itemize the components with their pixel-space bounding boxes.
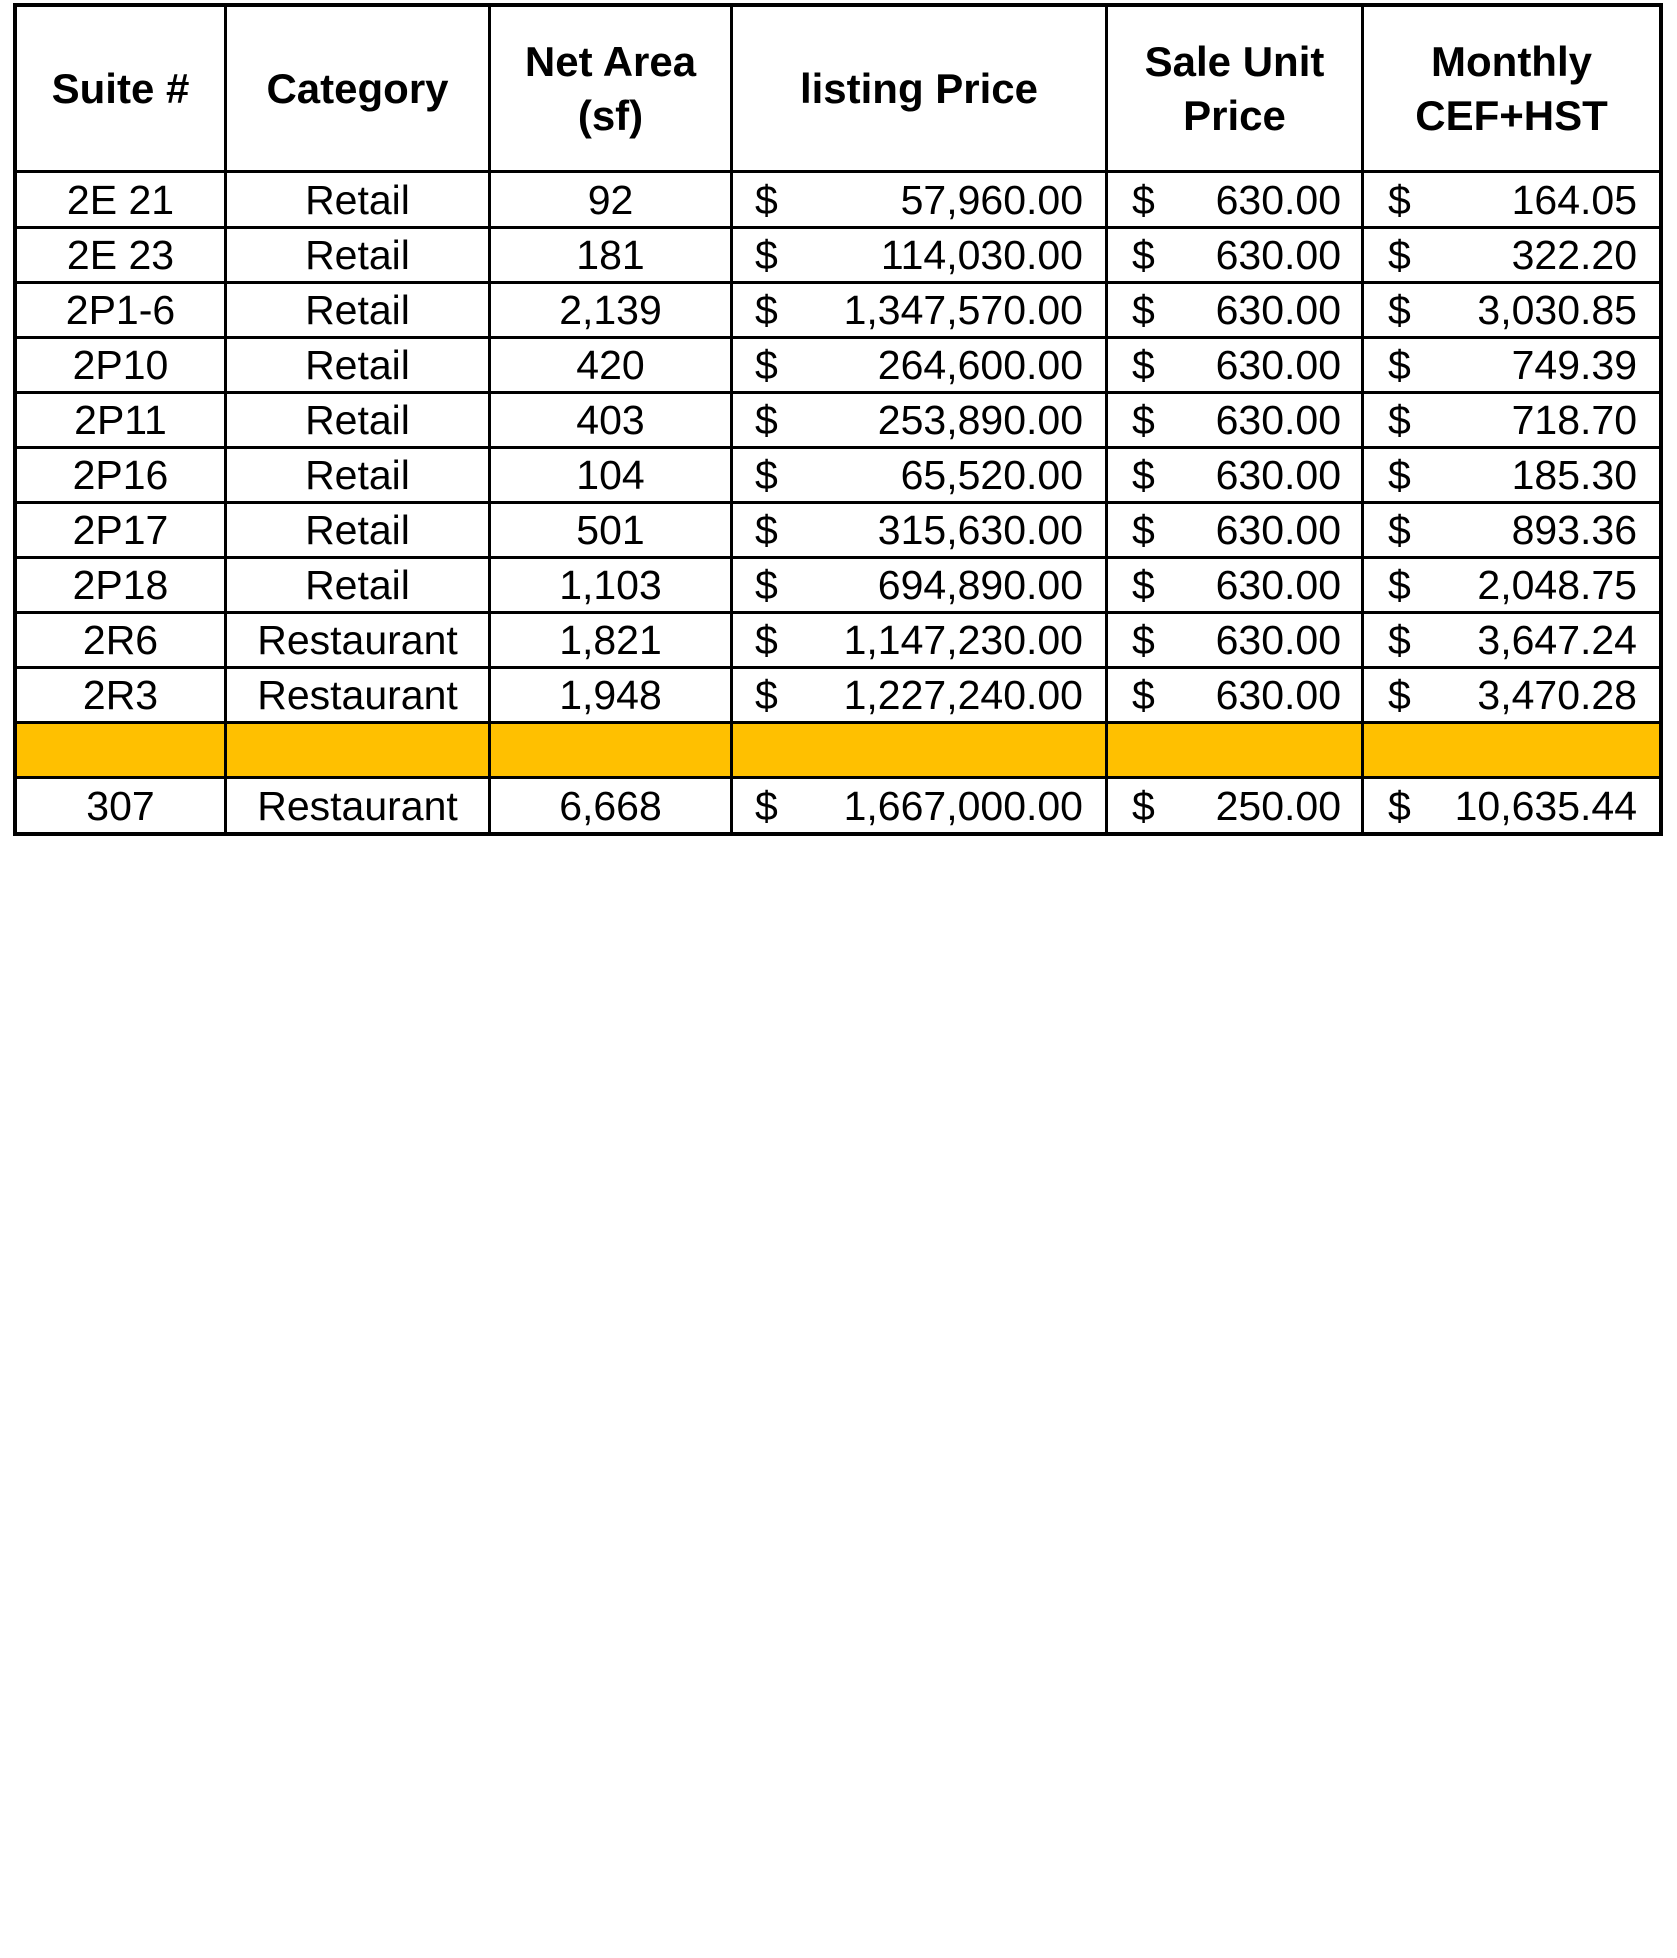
header-listing-price: listing Price	[732, 6, 1107, 172]
cell-category: Restaurant	[226, 613, 490, 668]
cell-sale-unit-price-content	[1108, 340, 1361, 390]
currency-symbol: $	[1388, 342, 1411, 388]
cell-monthly-cef-hst-value: 749.39	[1511, 342, 1637, 388]
currency-symbol: $	[755, 232, 778, 278]
header-suite: Suite #	[16, 6, 226, 172]
cell-sale-unit-price-value: 250.00	[1215, 782, 1341, 829]
currency-symbol: $	[1388, 232, 1411, 278]
header-category: Category	[226, 6, 490, 172]
cell-listing-price	[732, 172, 1107, 228]
currency-symbol: $	[1388, 672, 1411, 718]
cell-monthly-cef-hst	[1363, 283, 1661, 338]
cell-monthly-cef-hst	[1363, 613, 1661, 668]
cell-monthly-cef-hst-value: 164.05	[1511, 176, 1637, 223]
cell-monthly-cef-hst	[1363, 172, 1661, 228]
cell-monthly-cef-hst	[1363, 558, 1661, 613]
cell-category: Retail	[226, 228, 490, 283]
cell-monthly-cef-hst-content	[1364, 615, 1659, 665]
cell-monthly-cef-hst-value: 3,647.24	[1477, 617, 1637, 663]
cell-category: Restaurant	[226, 668, 490, 723]
table-row	[16, 393, 1661, 448]
cell-suite: 2P17	[16, 503, 226, 558]
currency-symbol: $	[1388, 287, 1411, 333]
cell-sale-unit-price-content	[1108, 450, 1361, 500]
cell-monthly-cef-hst	[1363, 228, 1661, 283]
cell-monthly-cef-hst-content	[1364, 450, 1659, 500]
cell-monthly-cef-hst	[1363, 448, 1661, 503]
currency-symbol: $	[1132, 232, 1155, 278]
cell-sale-unit-price-content	[1108, 285, 1361, 335]
cell-listing-price-content	[733, 230, 1105, 280]
cell-listing-price-content	[733, 450, 1105, 500]
cell-suite: 2P16	[16, 448, 226, 503]
cell-listing-price-content	[733, 395, 1105, 445]
cell-listing-price-value: 253,890.00	[877, 397, 1083, 443]
currency-symbol: $	[1132, 507, 1155, 553]
cell-listing-price-value: 57,960.00	[900, 176, 1083, 223]
table-row	[16, 228, 1661, 283]
cell-monthly-cef-hst-value: 3,030.85	[1477, 287, 1637, 333]
cell-sale-unit-price-value: 630.00	[1215, 452, 1341, 498]
cell-listing-price	[732, 338, 1107, 393]
table-row	[16, 448, 1661, 503]
header-sale-unit-price: Sale Unit Price	[1107, 6, 1363, 172]
currency-symbol: $	[1388, 562, 1411, 608]
separator-cell	[16, 723, 226, 778]
cell-category: Retail	[226, 393, 490, 448]
cell-sale-unit-price	[1107, 172, 1363, 228]
cell-listing-price	[732, 778, 1107, 834]
cell-sale-unit-price-content	[1108, 175, 1361, 225]
cell-suite: 2P1-6	[16, 283, 226, 338]
cell-monthly-cef-hst-content	[1364, 781, 1659, 831]
cell-sale-unit-price	[1107, 613, 1363, 668]
currency-symbol: $	[1388, 782, 1411, 829]
currency-symbol: $	[1132, 617, 1155, 663]
cell-sale-unit-price-content	[1108, 781, 1361, 831]
cell-monthly-cef-hst-value: 893.36	[1511, 507, 1637, 553]
currency-symbol: $	[755, 176, 778, 223]
currency-symbol: $	[1132, 782, 1155, 829]
listing-table	[14, 4, 1662, 835]
cell-monthly-cef-hst	[1363, 778, 1661, 834]
cell-listing-price-value: 114,030.00	[880, 232, 1083, 278]
currency-symbol: $	[755, 287, 778, 333]
cell-suite: 307	[16, 778, 226, 834]
cell-listing-price-content	[733, 560, 1105, 610]
cell-sale-unit-price	[1107, 338, 1363, 393]
cell-sale-unit-price-value: 630.00	[1215, 507, 1341, 553]
cell-sale-unit-price-content	[1108, 230, 1361, 280]
currency-symbol: $	[755, 507, 778, 553]
cell-monthly-cef-hst	[1363, 393, 1661, 448]
cell-monthly-cef-hst-value: 322.20	[1511, 232, 1637, 278]
cell-net-area: 1,103	[490, 558, 732, 613]
cell-net-area: 181	[490, 228, 732, 283]
cell-listing-price-value: 1,147,230.00	[843, 617, 1083, 663]
cell-sale-unit-price-value: 630.00	[1215, 617, 1341, 663]
cell-monthly-cef-hst-content	[1364, 505, 1659, 555]
cell-listing-price-content	[733, 285, 1105, 335]
cell-sale-unit-price-value: 630.00	[1215, 672, 1341, 718]
cell-monthly-cef-hst-content	[1364, 340, 1659, 390]
cell-sale-unit-price	[1107, 778, 1363, 834]
cell-category: Restaurant	[226, 778, 490, 834]
cell-listing-price	[732, 393, 1107, 448]
currency-symbol: $	[755, 617, 778, 663]
cell-sale-unit-price	[1107, 283, 1363, 338]
cell-sale-unit-price-value: 630.00	[1215, 232, 1341, 278]
table-row	[16, 283, 1661, 338]
table-row	[16, 668, 1661, 723]
cell-monthly-cef-hst	[1363, 338, 1661, 393]
currency-symbol: $	[755, 452, 778, 498]
cell-sale-unit-price-content	[1108, 560, 1361, 610]
currency-symbol: $	[1388, 397, 1411, 443]
table-row	[16, 613, 1661, 668]
cell-net-area: 92	[490, 172, 732, 228]
cell-sale-unit-price-value: 630.00	[1215, 562, 1341, 608]
cell-sale-unit-price-value: 630.00	[1215, 176, 1341, 223]
cell-listing-price-content	[733, 505, 1105, 555]
currency-symbol: $	[1132, 397, 1155, 443]
cell-monthly-cef-hst-content	[1364, 670, 1659, 720]
cell-sale-unit-price	[1107, 228, 1363, 283]
currency-symbol: $	[1388, 507, 1411, 553]
table-body	[16, 172, 1661, 834]
separator-cell	[1363, 723, 1661, 778]
cell-monthly-cef-hst-content	[1364, 175, 1659, 225]
cell-monthly-cef-hst-content	[1364, 285, 1659, 335]
header-row	[16, 6, 1661, 172]
cell-monthly-cef-hst-value: 185.30	[1511, 452, 1637, 498]
currency-symbol: $	[1132, 342, 1155, 388]
cell-category: Retail	[226, 448, 490, 503]
cell-sale-unit-price-content	[1108, 670, 1361, 720]
cell-net-area: 2,139	[490, 283, 732, 338]
cell-sale-unit-price-content	[1108, 615, 1361, 665]
separator-cell	[732, 723, 1107, 778]
cell-monthly-cef-hst-value: 3,470.28	[1477, 672, 1637, 718]
cell-net-area: 420	[490, 338, 732, 393]
cell-listing-price-value: 1,227,240.00	[843, 672, 1083, 718]
cell-monthly-cef-hst	[1363, 668, 1661, 723]
cell-monthly-cef-hst-value: 2,048.75	[1477, 562, 1637, 608]
currency-symbol: $	[1132, 452, 1155, 498]
cell-sale-unit-price	[1107, 668, 1363, 723]
cell-suite: 2R6	[16, 613, 226, 668]
cell-monthly-cef-hst-value: 718.70	[1511, 397, 1637, 443]
cell-sale-unit-price	[1107, 448, 1363, 503]
cell-sale-unit-price-content	[1108, 395, 1361, 445]
currency-symbol: $	[755, 562, 778, 608]
table-row	[16, 778, 1661, 834]
cell-suite: 2R3	[16, 668, 226, 723]
currency-symbol: $	[1388, 617, 1411, 663]
cell-category: Retail	[226, 283, 490, 338]
table-row	[16, 338, 1661, 393]
table-row	[16, 558, 1661, 613]
cell-category: Retail	[226, 558, 490, 613]
table-row	[16, 503, 1661, 558]
header-net-area: Net Area (sf)	[490, 6, 732, 172]
cell-listing-price	[732, 558, 1107, 613]
cell-listing-price-value: 1,347,570.00	[843, 287, 1083, 333]
cell-suite: 2P10	[16, 338, 226, 393]
cell-monthly-cef-hst-content	[1364, 560, 1659, 610]
cell-listing-price-content	[733, 615, 1105, 665]
table-row	[16, 172, 1661, 228]
cell-sale-unit-price-value: 630.00	[1215, 397, 1341, 443]
cell-listing-price-value: 315,630.00	[877, 507, 1083, 553]
currency-symbol: $	[755, 782, 778, 829]
cell-net-area: 501	[490, 503, 732, 558]
cell-listing-price	[732, 503, 1107, 558]
cell-listing-price-content	[733, 670, 1105, 720]
cell-monthly-cef-hst-value: 10,635.44	[1454, 782, 1637, 829]
highlight-separator-row	[16, 723, 1661, 778]
cell-monthly-cef-hst	[1363, 503, 1661, 558]
cell-monthly-cef-hst-content	[1364, 230, 1659, 280]
currency-symbol: $	[1132, 672, 1155, 718]
currency-symbol: $	[1132, 562, 1155, 608]
cell-listing-price-content	[733, 340, 1105, 390]
cell-sale-unit-price	[1107, 558, 1363, 613]
cell-suite: 2P11	[16, 393, 226, 448]
cell-sale-unit-price-content	[1108, 505, 1361, 555]
cell-suite: 2E 23	[16, 228, 226, 283]
currency-symbol: $	[755, 672, 778, 718]
cell-net-area: 1,821	[490, 613, 732, 668]
cell-listing-price	[732, 668, 1107, 723]
cell-sale-unit-price-value: 630.00	[1215, 342, 1341, 388]
cell-listing-price	[732, 448, 1107, 503]
cell-net-area: 403	[490, 393, 732, 448]
currency-symbol: $	[755, 342, 778, 388]
cell-net-area: 104	[490, 448, 732, 503]
cell-monthly-cef-hst-content	[1364, 395, 1659, 445]
currency-symbol: $	[1132, 176, 1155, 223]
currency-symbol: $	[1388, 452, 1411, 498]
cell-net-area: 1,948	[490, 668, 732, 723]
cell-net-area: 6,668	[490, 778, 732, 834]
cell-listing-price-content	[733, 175, 1105, 225]
cell-category: Retail	[226, 338, 490, 393]
cell-category: Retail	[226, 503, 490, 558]
cell-sale-unit-price	[1107, 503, 1363, 558]
cell-listing-price	[732, 613, 1107, 668]
separator-cell	[490, 723, 732, 778]
cell-suite: 2P18	[16, 558, 226, 613]
separator-cell	[226, 723, 490, 778]
currency-symbol: $	[1388, 176, 1411, 223]
cell-category: Retail	[226, 172, 490, 228]
currency-symbol: $	[755, 397, 778, 443]
cell-listing-price-content	[733, 781, 1105, 831]
cell-listing-price-value: 264,600.00	[877, 342, 1083, 388]
cell-listing-price-value: 694,890.00	[877, 562, 1083, 608]
header-monthly-cef-hst: Monthly CEF+HST	[1363, 6, 1661, 172]
currency-symbol: $	[1132, 287, 1155, 333]
separator-cell	[1107, 723, 1363, 778]
cell-sale-unit-price	[1107, 393, 1363, 448]
cell-listing-price-value: 65,520.00	[900, 452, 1083, 498]
cell-listing-price-value: 1,667,000.00	[843, 782, 1083, 829]
cell-listing-price	[732, 283, 1107, 338]
cell-suite: 2E 21	[16, 172, 226, 228]
cell-listing-price	[732, 228, 1107, 283]
cell-sale-unit-price-value: 630.00	[1215, 287, 1341, 333]
table-header	[16, 6, 1661, 172]
